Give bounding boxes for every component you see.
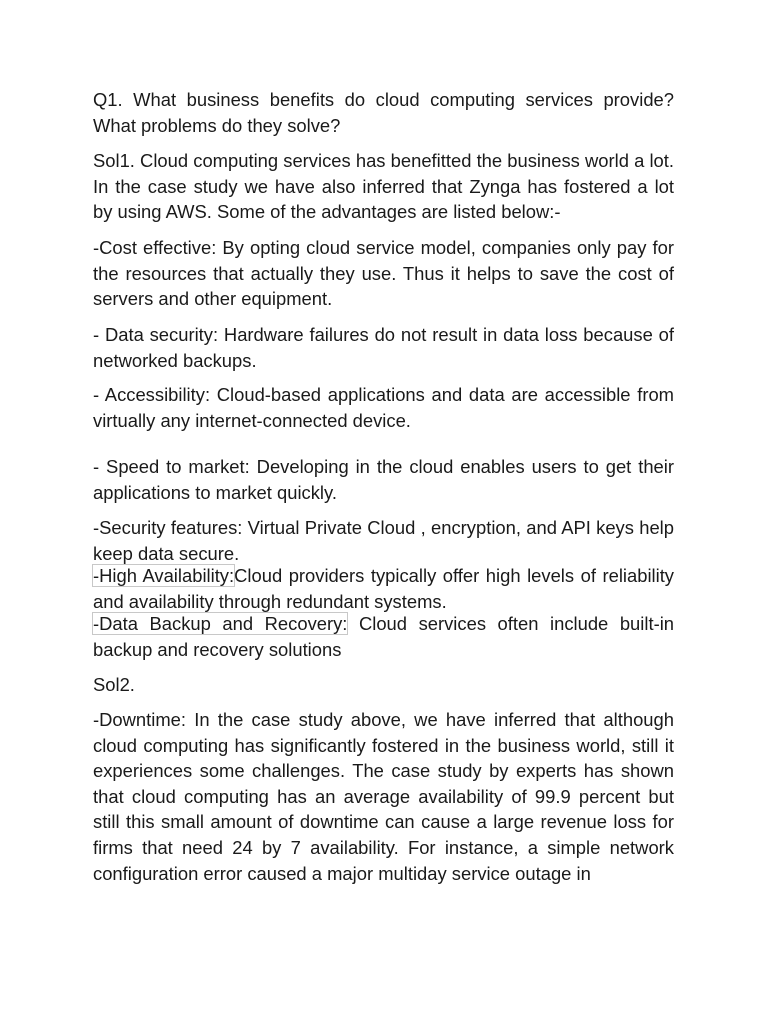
data-backup-text: Cloud services often include built-in backup and recovery solutions bbox=[93, 613, 675, 660]
high-availability-label: -High Availability: bbox=[93, 565, 235, 586]
question-paragraph: Q1. What business benefits do cloud computing services provide? What problems do they solve? bbox=[93, 89, 674, 136]
sol2-heading: Sol2. bbox=[93, 674, 135, 695]
benefit-high-availability bbox=[93, 563, 674, 614]
benefit-data-backup bbox=[93, 611, 674, 662]
benefit-security-features: -Security features: Virtual Private Cloud , encryption, and API keys help keep data secure. bbox=[93, 517, 674, 564]
downtime-paragraph: -Downtime: In the case study above, we have inferred that although cloud computing has significantly fostered in the business world, still it experiences some challenges. The case study by experts has shown that cloud computing has an average availability of 99.9 percent but still this small amount of downtime can cause a large revenue loss for firms that need 24 by 7 availability. For instance, a simple network configuration error caused a major multiday service outage in bbox=[93, 709, 674, 884]
data-backup-label: -Data Backup and Recovery: bbox=[93, 613, 348, 634]
high-availability-text: Cloud providers typically offer high levels of reliability and availability through redundant systems. bbox=[93, 565, 675, 612]
benefit-speed-to-market: - Speed to market: Developing in the cloud enables users to get their applications to market quickly. bbox=[93, 456, 674, 503]
benefit-data-security: - Data security: Hardware failures do not result in data loss because of networked backups. bbox=[93, 324, 674, 371]
benefit-cost-effective: -Cost effective: By opting cloud service model, companies only pay for the resources that actually they use. Thus it helps to save the cost of servers and other equipment. bbox=[93, 237, 674, 310]
benefit-accessibility: - Accessibility: Cloud-based applications and data are accessible from virtually any internet-connected device. bbox=[93, 384, 674, 431]
sol1-intro-paragraph: Sol1. Cloud computing services has benefitted the business world a lot. In the case study we have also inferred that Zynga has fostered a lot by using AWS. Some of the advantages are listed below:- bbox=[93, 150, 674, 223]
